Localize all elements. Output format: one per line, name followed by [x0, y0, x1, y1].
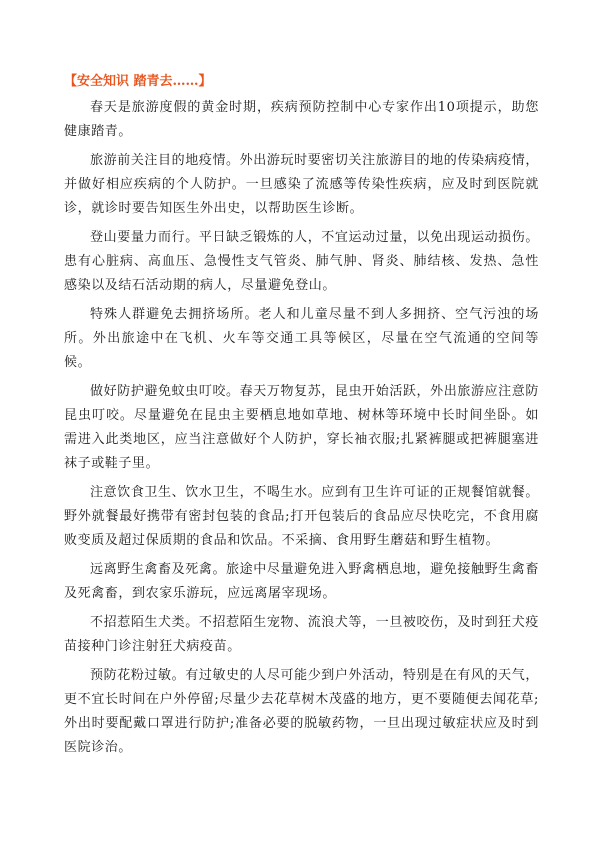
- tip-pollen-allergy: 预防花粉过敏。有过敏史的人尽可能少到户外活动，特别是在有风的天气，更不宜长时间在户外停留;尽量少去花草树木茂盛的地方，更不要随便去闻花草;外出时要配戴口罩进行防护;准备必要的脱敏药物，一旦出现过敏症状应及时到医院诊治。: [64, 668, 539, 755]
- heading-bracket-close: 】: [198, 74, 212, 89]
- tip-mountain-climbing: 登山要量力而行。平日缺乏锻炼的人，不宜运动过量，以免出现运动损伤。患有心脏病、高血压、急慢性支气管炎、肺气肿、肾炎、肺结核、发热、急性感染以及结石活动期的病人，尽量避免登山。: [64, 230, 539, 293]
- heading-bracket-open: 【: [64, 74, 78, 89]
- tip-destination-epidemic: 旅游前关注目的地疫情。外出游玩时要密切关注旅游目的地的传染病疫情，并做好相应疾病的个人防护。一旦感染了流感等传染性疾病，应及时到医院就诊，就诊时要告知医生外出史，以帮助医生诊断。: [64, 153, 539, 216]
- tip-food-hygiene: 注意饮食卫生、饮水卫生，不喝生水。应到有卫生许可证的正规餐馆就餐。野外就餐最好携带有密封包装的食品;打开包装后的食品应尽快吃完，不食用腐败变质及超过保质期的食品和饮品。不采摘、食用野生蘑菇和野生植物。: [64, 485, 539, 548]
- tip-avoid-crowds: 特殊人群避免去拥挤场所。老人和儿童尽量不到人多拥挤、空气污浊的场所。外出旅途中在飞机、火车等交通工具等候区，尽量在空气流通的空间等候。: [64, 307, 539, 370]
- article-body: [64, 70, 539, 765]
- tip-wild-poultry: 远离野生禽畜及死禽。旅途中尽量避免进入野禽栖息地，避免接触野生禽畜及死禽畜，到农家乐游玩，应远离屠宰现场。: [64, 562, 539, 601]
- tip-insect-protection: 做好防护避免蚊虫叮咬。春天万物复苏，昆虫开始活跃，外出旅游应注意防昆虫叮咬。尽量避免在昆虫主要栖息地如草地、树林等环境中长时间坐卧。如需进入此类地区，应当注意做好个人防护，穿长袖衣服;扎紧裤腿或把裤腿塞进袜子或鞋子里。: [64, 384, 539, 471]
- section-heading: [64, 70, 539, 94]
- heading-title: 安全知识 踏青去……: [77, 74, 199, 89]
- tip-stray-dogs: 不招惹陌生犬类。不招惹陌生宠物、流浪犬等，一旦被咬伤，及时到狂犬疫苗接种门诊注射狂犬病疫苗。: [64, 615, 539, 654]
- intro-paragraph: 春天是旅游度假的黄金时期，疾病预防控制中心专家作出10项提示，助您健康踏青。: [64, 100, 539, 139]
